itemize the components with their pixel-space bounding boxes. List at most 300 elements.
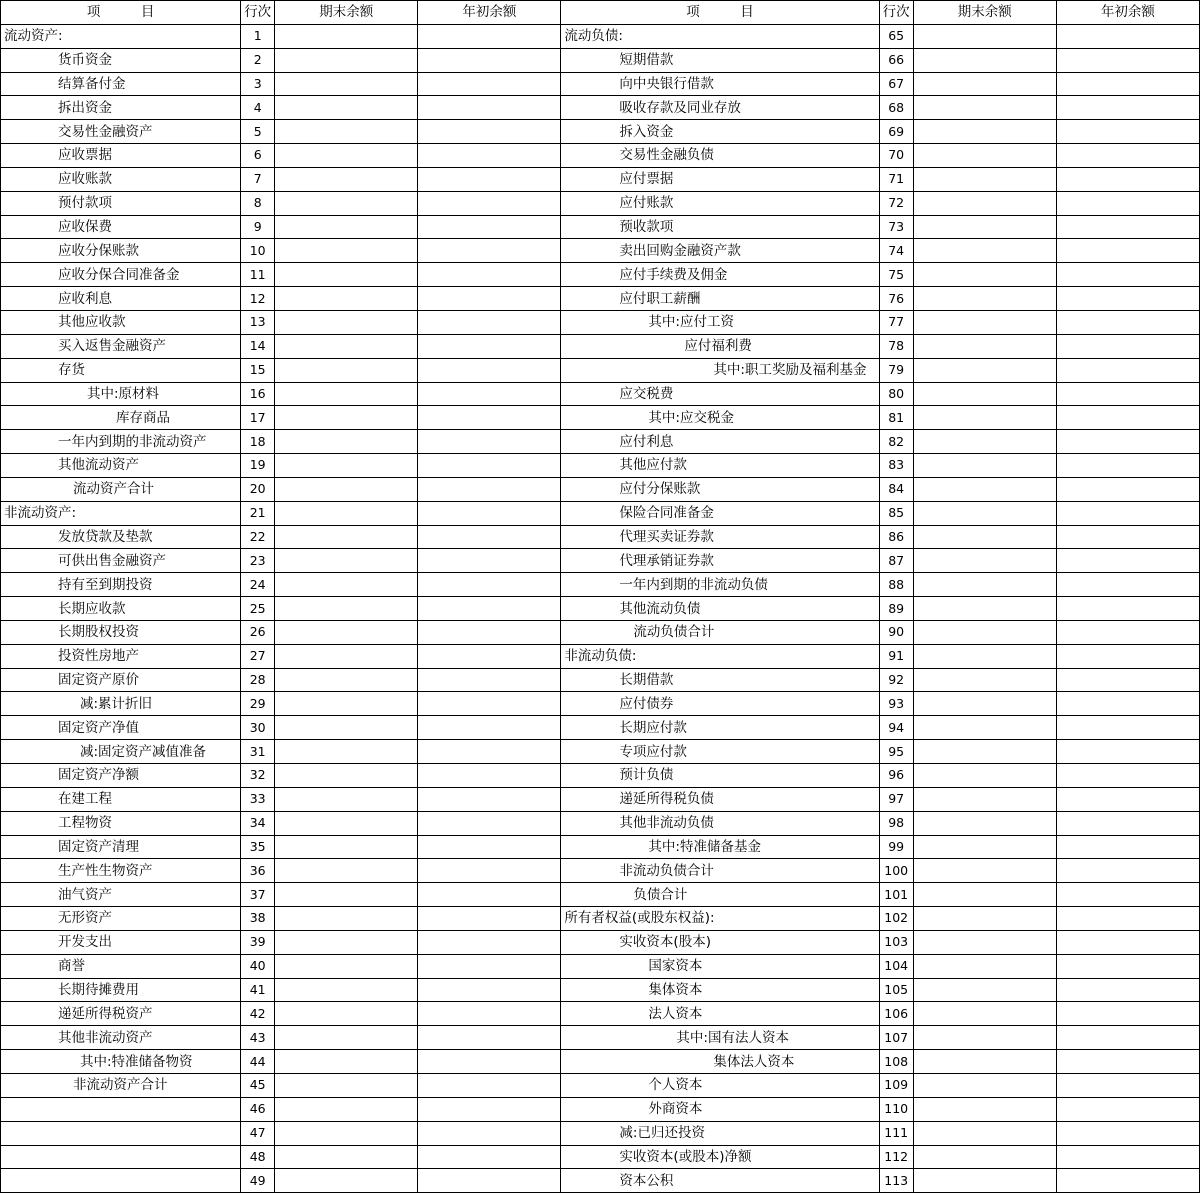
asset-item-label: 在建工程 [1, 787, 241, 811]
asset-line-no: 45 [241, 1073, 275, 1097]
liability-line-no: 75 [879, 263, 913, 287]
table-row [1, 954, 1200, 978]
asset-line-no: 30 [241, 716, 275, 740]
asset-line-no: 1 [241, 24, 275, 48]
asset-begin-balance-cell [418, 835, 561, 859]
liability-line-no: 71 [879, 167, 913, 191]
liability-end-balance-cell [913, 716, 1056, 740]
table-row [1, 501, 1200, 525]
asset-end-balance-cell [275, 740, 418, 764]
liability-begin-balance-cell [1056, 716, 1199, 740]
liability-end-balance-cell [913, 692, 1056, 716]
liability-line-no: 103 [879, 930, 913, 954]
liability-begin-balance-cell [1056, 644, 1199, 668]
asset-item-label: 流动资产合计 [1, 477, 241, 501]
liability-end-balance-cell [913, 644, 1056, 668]
asset-begin-balance-cell [418, 215, 561, 239]
asset-begin-balance-cell [418, 525, 561, 549]
liability-item-label: 集体法人资本 [561, 1050, 879, 1074]
liability-end-balance-cell [913, 1121, 1056, 1145]
liability-item-label: 拆入资金 [561, 120, 879, 144]
asset-end-balance-cell [275, 72, 418, 96]
asset-line-no: 24 [241, 573, 275, 597]
table-row [1, 716, 1200, 740]
table-row [1, 740, 1200, 764]
asset-item-label: 开发支出 [1, 930, 241, 954]
liability-begin-balance-cell [1056, 72, 1199, 96]
asset-item-label: 应收分保合同准备金 [1, 263, 241, 287]
asset-end-balance-cell [275, 191, 418, 215]
asset-item-label: 应收票据 [1, 144, 241, 168]
liability-begin-balance-cell [1056, 1050, 1199, 1074]
liability-end-balance-cell [913, 191, 1056, 215]
liability-line-no: 72 [879, 191, 913, 215]
asset-line-no: 4 [241, 96, 275, 120]
liability-line-no: 77 [879, 310, 913, 334]
asset-item-label: 工程物资 [1, 811, 241, 835]
liability-item-label: 应付债券 [561, 692, 879, 716]
header-begin-balance-liabilities: 年初余额 [1056, 1, 1199, 25]
liability-end-balance-cell [913, 978, 1056, 1002]
header-row [1, 1, 1200, 25]
asset-end-balance-cell [275, 454, 418, 478]
liability-line-no: 92 [879, 668, 913, 692]
liability-begin-balance-cell [1056, 24, 1199, 48]
liability-begin-balance-cell [1056, 597, 1199, 621]
table-row [1, 191, 1200, 215]
asset-line-no: 27 [241, 644, 275, 668]
asset-item-label: 其他应收款 [1, 310, 241, 334]
asset-end-balance-cell [275, 692, 418, 716]
liability-end-balance-cell [913, 24, 1056, 48]
liability-begin-balance-cell [1056, 1002, 1199, 1026]
asset-begin-balance-cell [418, 1073, 561, 1097]
asset-end-balance-cell [275, 310, 418, 334]
asset-line-no: 34 [241, 811, 275, 835]
liability-line-no: 86 [879, 525, 913, 549]
table-row [1, 597, 1200, 621]
asset-begin-balance-cell [418, 239, 561, 263]
liability-line-no: 112 [879, 1145, 913, 1169]
liability-line-no: 90 [879, 620, 913, 644]
asset-begin-balance-cell [418, 978, 561, 1002]
liability-begin-balance-cell [1056, 358, 1199, 382]
asset-end-balance-cell [275, 930, 418, 954]
liability-item-label: 代理买卖证券款 [561, 525, 879, 549]
liability-item-label: 个人资本 [561, 1073, 879, 1097]
asset-end-balance-cell [275, 1073, 418, 1097]
liability-line-no: 80 [879, 382, 913, 406]
asset-begin-balance-cell [418, 573, 561, 597]
asset-begin-balance-cell [418, 620, 561, 644]
liability-begin-balance-cell [1056, 501, 1199, 525]
asset-end-balance-cell [275, 120, 418, 144]
asset-item-label: 固定资产原价 [1, 668, 241, 692]
asset-end-balance-cell [275, 883, 418, 907]
asset-begin-balance-cell [418, 72, 561, 96]
asset-item-label: 库存商品 [1, 406, 241, 430]
asset-end-balance-cell [275, 24, 418, 48]
asset-begin-balance-cell [418, 334, 561, 358]
liability-end-balance-cell [913, 597, 1056, 621]
liability-line-no: 70 [879, 144, 913, 168]
liability-begin-balance-cell [1056, 692, 1199, 716]
table-row [1, 310, 1200, 334]
liability-end-balance-cell [913, 263, 1056, 287]
liability-item-label: 卖出回购金融资产款 [561, 239, 879, 263]
liability-line-no: 101 [879, 883, 913, 907]
asset-line-no: 39 [241, 930, 275, 954]
table-row [1, 1169, 1200, 1193]
asset-begin-balance-cell [418, 120, 561, 144]
asset-end-balance-cell [275, 1002, 418, 1026]
asset-begin-balance-cell [418, 382, 561, 406]
asset-begin-balance-cell [418, 430, 561, 454]
asset-line-no: 11 [241, 263, 275, 287]
liability-item-label: 其他流动负债 [561, 597, 879, 621]
liability-item-label: 集体资本 [561, 978, 879, 1002]
asset-end-balance-cell [275, 477, 418, 501]
asset-end-balance-cell [275, 573, 418, 597]
liability-line-no: 109 [879, 1073, 913, 1097]
asset-item-label: 长期待摊费用 [1, 978, 241, 1002]
table-row [1, 692, 1200, 716]
table-row [1, 811, 1200, 835]
asset-begin-balance-cell [418, 1121, 561, 1145]
liability-end-balance-cell [913, 358, 1056, 382]
liability-begin-balance-cell [1056, 525, 1199, 549]
liability-line-no: 95 [879, 740, 913, 764]
asset-line-no: 41 [241, 978, 275, 1002]
liability-item-label: 预计负债 [561, 764, 879, 788]
asset-line-no: 25 [241, 597, 275, 621]
asset-line-no: 40 [241, 954, 275, 978]
liability-end-balance-cell [913, 48, 1056, 72]
liability-item-label: 长期借款 [561, 668, 879, 692]
liability-end-balance-cell [913, 1169, 1056, 1193]
liability-line-no: 85 [879, 501, 913, 525]
liability-end-balance-cell [913, 525, 1056, 549]
asset-begin-balance-cell [418, 787, 561, 811]
header-line-no-liabilities: 行次 [879, 1, 913, 25]
asset-end-balance-cell [275, 644, 418, 668]
asset-item-label: 其中:原材料 [1, 382, 241, 406]
table-row [1, 1026, 1200, 1050]
asset-line-no: 7 [241, 167, 275, 191]
liability-item-label: 外商资本 [561, 1097, 879, 1121]
asset-begin-balance-cell [418, 1026, 561, 1050]
asset-item-label: 无形资产 [1, 907, 241, 931]
asset-line-no: 23 [241, 549, 275, 573]
liability-end-balance-cell [913, 501, 1056, 525]
liability-line-no: 68 [879, 96, 913, 120]
liability-begin-balance-cell [1056, 144, 1199, 168]
liability-end-balance-cell [913, 167, 1056, 191]
liability-begin-balance-cell [1056, 954, 1199, 978]
liability-line-no: 111 [879, 1121, 913, 1145]
liability-end-balance-cell [913, 740, 1056, 764]
liability-item-label: 代理承销证券款 [561, 549, 879, 573]
liability-item-label: 应交税费 [561, 382, 879, 406]
liability-item-label: 长期应付款 [561, 716, 879, 740]
liability-item-label: 短期借款 [561, 48, 879, 72]
asset-item-label: 货币资金 [1, 48, 241, 72]
table-row [1, 334, 1200, 358]
liability-begin-balance-cell [1056, 859, 1199, 883]
liability-item-label: 吸收存款及同业存放 [561, 96, 879, 120]
liability-begin-balance-cell [1056, 430, 1199, 454]
liability-begin-balance-cell [1056, 835, 1199, 859]
asset-begin-balance-cell [418, 96, 561, 120]
table-row [1, 144, 1200, 168]
liability-begin-balance-cell [1056, 191, 1199, 215]
liability-item-label: 流动负债合计 [561, 620, 879, 644]
table-row [1, 1002, 1200, 1026]
liability-begin-balance-cell [1056, 310, 1199, 334]
table-row [1, 430, 1200, 454]
liability-end-balance-cell [913, 144, 1056, 168]
asset-item-label: 其中:特准储备物资 [1, 1050, 241, 1074]
asset-end-balance-cell [275, 215, 418, 239]
liability-end-balance-cell [913, 406, 1056, 430]
liability-item-label: 非流动负债合计 [561, 859, 879, 883]
liability-begin-balance-cell [1056, 167, 1199, 191]
liability-end-balance-cell [913, 930, 1056, 954]
asset-begin-balance-cell [418, 764, 561, 788]
liability-item-label: 法人资本 [561, 1002, 879, 1026]
header-end-balance-liabilities: 期末余额 [913, 1, 1056, 25]
asset-item-label: 流动资产: [1, 24, 241, 48]
liability-line-no: 66 [879, 48, 913, 72]
asset-line-no: 47 [241, 1121, 275, 1145]
liability-item-label: 其中:应付工资 [561, 310, 879, 334]
asset-item-label: 投资性房地产 [1, 644, 241, 668]
asset-line-no: 5 [241, 120, 275, 144]
liability-end-balance-cell [913, 835, 1056, 859]
asset-end-balance-cell [275, 978, 418, 1002]
liability-begin-balance-cell [1056, 620, 1199, 644]
table-row [1, 620, 1200, 644]
liability-begin-balance-cell [1056, 96, 1199, 120]
asset-begin-balance-cell [418, 263, 561, 287]
liability-end-balance-cell [913, 549, 1056, 573]
asset-end-balance-cell [275, 787, 418, 811]
asset-item-label: 结算备付金 [1, 72, 241, 96]
asset-begin-balance-cell [418, 1002, 561, 1026]
asset-item-label [1, 1169, 241, 1193]
table-row [1, 48, 1200, 72]
table-row [1, 787, 1200, 811]
table-row [1, 382, 1200, 406]
header-end-balance-assets: 期末余额 [275, 1, 418, 25]
asset-item-label: 固定资产净额 [1, 764, 241, 788]
liability-item-label: 专项应付款 [561, 740, 879, 764]
liability-end-balance-cell [913, 287, 1056, 311]
liability-end-balance-cell [913, 1145, 1056, 1169]
asset-item-label: 应收保费 [1, 215, 241, 239]
asset-end-balance-cell [275, 1145, 418, 1169]
asset-end-balance-cell [275, 1169, 418, 1193]
table-row [1, 215, 1200, 239]
asset-begin-balance-cell [418, 644, 561, 668]
table-row [1, 96, 1200, 120]
liability-begin-balance-cell [1056, 406, 1199, 430]
liability-end-balance-cell [913, 477, 1056, 501]
liability-begin-balance-cell [1056, 764, 1199, 788]
liability-end-balance-cell [913, 96, 1056, 120]
liability-end-balance-cell [913, 72, 1056, 96]
asset-item-label: 固定资产净值 [1, 716, 241, 740]
liability-begin-balance-cell [1056, 287, 1199, 311]
asset-item-label: 长期应收款 [1, 597, 241, 621]
asset-line-no: 42 [241, 1002, 275, 1026]
liability-item-label: 其中:国有法人资本 [561, 1026, 879, 1050]
liability-line-no: 74 [879, 239, 913, 263]
asset-begin-balance-cell [418, 716, 561, 740]
liability-item-label: 向中央银行借款 [561, 72, 879, 96]
asset-item-label: 减:累计折旧 [1, 692, 241, 716]
asset-end-balance-cell [275, 811, 418, 835]
liability-item-label: 保险合同准备金 [561, 501, 879, 525]
liability-line-no: 87 [879, 549, 913, 573]
asset-item-label: 非流动资产合计 [1, 1073, 241, 1097]
asset-item-label: 发放贷款及垫款 [1, 525, 241, 549]
asset-begin-balance-cell [418, 406, 561, 430]
asset-end-balance-cell [275, 1050, 418, 1074]
liability-end-balance-cell [913, 1002, 1056, 1026]
liability-line-no: 78 [879, 334, 913, 358]
liability-item-label: 应付票据 [561, 167, 879, 191]
asset-line-no: 37 [241, 883, 275, 907]
liability-begin-balance-cell [1056, 978, 1199, 1002]
asset-line-no: 35 [241, 835, 275, 859]
asset-end-balance-cell [275, 144, 418, 168]
asset-end-balance-cell [275, 835, 418, 859]
asset-line-no: 31 [241, 740, 275, 764]
liability-item-label: 预收款项 [561, 215, 879, 239]
table-row [1, 525, 1200, 549]
liability-begin-balance-cell [1056, 740, 1199, 764]
table-row [1, 1050, 1200, 1074]
liability-begin-balance-cell [1056, 573, 1199, 597]
table-row [1, 549, 1200, 573]
liability-end-balance-cell [913, 1073, 1056, 1097]
table-row [1, 1121, 1200, 1145]
liability-line-no: 98 [879, 811, 913, 835]
liability-line-no: 65 [879, 24, 913, 48]
asset-item-label: 递延所得税资产 [1, 1002, 241, 1026]
asset-item-label: 持有至到期投资 [1, 573, 241, 597]
liability-item-label: 减:已归还投资 [561, 1121, 879, 1145]
table-row [1, 1097, 1200, 1121]
liability-end-balance-cell [913, 859, 1056, 883]
table-row [1, 239, 1200, 263]
asset-begin-balance-cell [418, 454, 561, 478]
asset-line-no: 3 [241, 72, 275, 96]
table-row [1, 978, 1200, 1002]
table-row [1, 859, 1200, 883]
asset-item-label: 商誉 [1, 954, 241, 978]
table-row [1, 668, 1200, 692]
asset-end-balance-cell [275, 525, 418, 549]
table-row [1, 644, 1200, 668]
asset-begin-balance-cell [418, 501, 561, 525]
liability-item-label: 其他应付款 [561, 454, 879, 478]
liability-end-balance-cell [913, 764, 1056, 788]
liability-begin-balance-cell [1056, 668, 1199, 692]
table-row [1, 263, 1200, 287]
header-line-no-assets: 行次 [241, 1, 275, 25]
asset-line-no: 9 [241, 215, 275, 239]
asset-end-balance-cell [275, 597, 418, 621]
asset-begin-balance-cell [418, 48, 561, 72]
asset-end-balance-cell [275, 96, 418, 120]
asset-end-balance-cell [275, 358, 418, 382]
liability-line-no: 113 [879, 1169, 913, 1193]
liability-end-balance-cell [913, 382, 1056, 406]
asset-end-balance-cell [275, 263, 418, 287]
asset-end-balance-cell [275, 1026, 418, 1050]
liability-line-no: 105 [879, 978, 913, 1002]
asset-item-label: 应收分保账款 [1, 239, 241, 263]
liability-line-no: 104 [879, 954, 913, 978]
liability-begin-balance-cell [1056, 1145, 1199, 1169]
liability-begin-balance-cell [1056, 1073, 1199, 1097]
liability-item-label: 应付账款 [561, 191, 879, 215]
table-row [1, 477, 1200, 501]
asset-line-no: 17 [241, 406, 275, 430]
asset-item-label: 长期股权投资 [1, 620, 241, 644]
asset-end-balance-cell [275, 334, 418, 358]
liability-line-no: 76 [879, 287, 913, 311]
asset-begin-balance-cell [418, 859, 561, 883]
asset-begin-balance-cell [418, 668, 561, 692]
liability-item-label: 应付职工薪酬 [561, 287, 879, 311]
header-item-assets: 项 目 [1, 1, 241, 25]
asset-line-no: 28 [241, 668, 275, 692]
table-row [1, 835, 1200, 859]
liability-line-no: 81 [879, 406, 913, 430]
table-row [1, 764, 1200, 788]
table-body [1, 24, 1200, 1192]
table-row [1, 930, 1200, 954]
liability-line-no: 67 [879, 72, 913, 96]
asset-line-no: 22 [241, 525, 275, 549]
asset-line-no: 46 [241, 1097, 275, 1121]
liability-item-label: 负债合计 [561, 883, 879, 907]
liability-end-balance-cell [913, 334, 1056, 358]
liability-line-no: 84 [879, 477, 913, 501]
asset-line-no: 36 [241, 859, 275, 883]
asset-line-no: 19 [241, 454, 275, 478]
asset-end-balance-cell [275, 859, 418, 883]
liability-item-label: 实收资本(或股本)净额 [561, 1145, 879, 1169]
liability-item-label: 其他非流动负债 [561, 811, 879, 835]
asset-end-balance-cell [275, 1121, 418, 1145]
asset-end-balance-cell [275, 716, 418, 740]
liability-line-no: 93 [879, 692, 913, 716]
asset-item-label: 其他非流动资产 [1, 1026, 241, 1050]
header-begin-balance-assets: 年初余额 [418, 1, 561, 25]
liability-begin-balance-cell [1056, 883, 1199, 907]
asset-begin-balance-cell [418, 477, 561, 501]
asset-item-label: 减:固定资产减值准备 [1, 740, 241, 764]
liability-end-balance-cell [913, 573, 1056, 597]
asset-item-label: 存货 [1, 358, 241, 382]
liability-item-label: 交易性金融负债 [561, 144, 879, 168]
liability-line-no: 99 [879, 835, 913, 859]
asset-line-no: 15 [241, 358, 275, 382]
